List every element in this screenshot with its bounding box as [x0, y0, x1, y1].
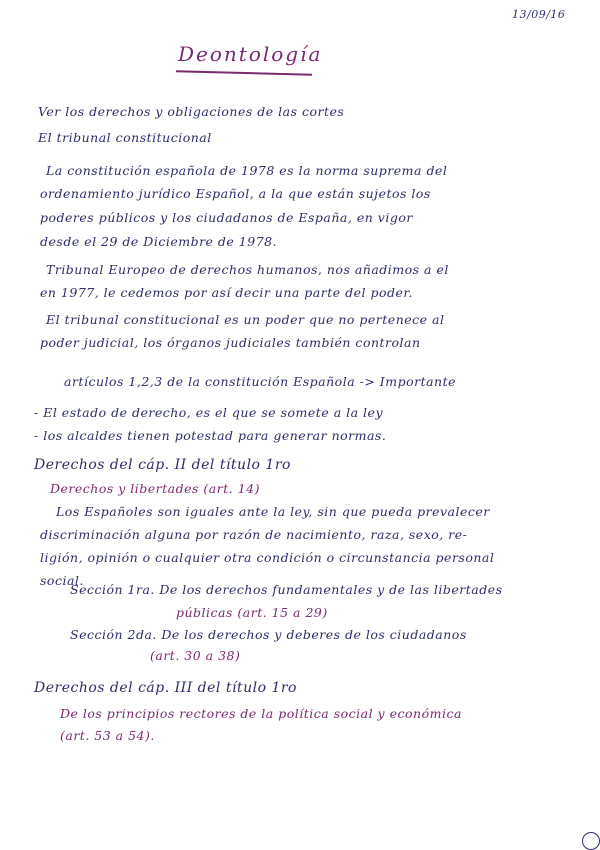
note-line: artículos 1,2,3 de la constitución Española -> Importante — [64, 374, 457, 389]
note-line: discriminación alguna por razón de nacimiento, raza, sexo, re- — [40, 527, 468, 542]
note-bullet: - El estado de derecho, es el que se somete a la ley — [34, 405, 384, 420]
note-line: social. — [40, 573, 84, 588]
note-line: El tribunal constitucional — [38, 130, 212, 145]
note-line: poder judicial, los órganos judiciales también controlan — [40, 335, 421, 350]
note-line: De los principios rectores de la política social y económica — [60, 706, 462, 721]
page-title: Deontología — [178, 42, 323, 66]
note-line: poderes públicos y los ciudadanos de España, en vigor — [40, 210, 413, 225]
note-line: Ver los derechos y obligaciones de las cortes — [38, 104, 345, 119]
section-heading: Derechos del cáp. III del título 1ro — [34, 680, 297, 696]
section-item: Sección 1ra. De los derechos fundamentales y de las libertades — [70, 582, 503, 597]
note-line: en 1977, le cedemos por así decir una parte del poder. — [40, 285, 413, 300]
note-line: (art. 53 a 54). — [60, 728, 155, 743]
section-item-range: públicas (art. 15 a 29) — [176, 605, 328, 620]
section-item-range: (art. 30 a 38) — [150, 648, 241, 663]
note-line: ligión, opinión o cualquier otra condición o circunstancia personal — [40, 550, 495, 565]
page-corner-mark — [582, 832, 600, 850]
subsection-heading: Derechos y libertades (art. 14) — [50, 481, 260, 496]
section-item: Sección 2da. De los derechos y deberes de los ciudadanos — [70, 627, 467, 642]
section-heading: Derechos del cáp. II del título 1ro — [34, 457, 291, 473]
note-line: La constitución española de 1978 es la norma suprema del — [46, 163, 448, 178]
note-line: Tribunal Europeo de derechos humanos, nos añadimos a el — [46, 262, 449, 277]
note-line: desde el 29 de Diciembre de 1978. — [40, 234, 278, 249]
title-underline — [176, 70, 312, 76]
note-line: El tribunal constitucional es un poder que no pertenece al — [46, 312, 445, 327]
date-label: 13/09/16 — [512, 8, 566, 21]
note-line: Los Españoles son iguales ante la ley, sin que pueda prevalecer — [56, 504, 490, 519]
note-line: ordenamiento jurídico Español, a la que están sujetos los — [40, 186, 431, 201]
note-bullet: - los alcaldes tienen potestad para generar normas. — [34, 428, 387, 443]
